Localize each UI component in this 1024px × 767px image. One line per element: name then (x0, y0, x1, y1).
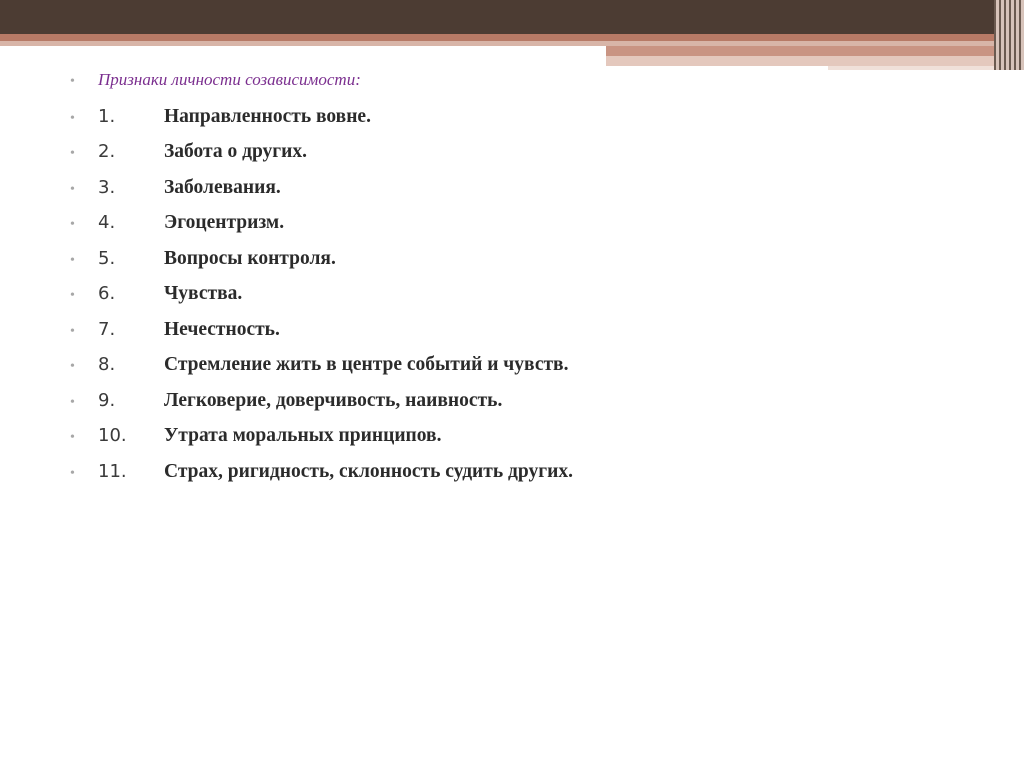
bullet-icon: • (70, 110, 75, 126)
decor-lines (994, 0, 1024, 70)
item-number: 8. (98, 354, 116, 375)
bullet-icon: • (70, 288, 75, 303)
decor-stripe (606, 56, 1024, 66)
list-item (70, 106, 573, 142)
list-item (70, 390, 573, 426)
item-text: Заболевания. (164, 176, 281, 198)
bullet-icon: • (70, 430, 75, 445)
item-text: Легковерие, доверчивость, наивность. (164, 389, 503, 411)
list-heading (70, 70, 573, 106)
bullet-icon: • (70, 181, 75, 197)
item-text: Утрата моральных принципов. (164, 425, 442, 446)
bullet-icon: • (70, 252, 75, 268)
slide-heading: Признаки личности созависимости: (98, 70, 361, 89)
item-text: Страх, ригидность, склонность судить других. (164, 460, 573, 482)
bullet-icon: • (70, 217, 75, 232)
bullet-icon: • (70, 74, 75, 89)
item-text: Чувства. (164, 283, 243, 304)
list-item (70, 461, 573, 497)
bullet-icon: • (70, 323, 75, 339)
bullet-icon: • (70, 146, 75, 161)
item-number: 11. (98, 460, 127, 482)
list-item (70, 319, 573, 355)
item-text: Направленность вовне. (164, 105, 371, 127)
item-number: 5. (98, 247, 116, 269)
bullet-icon: • (70, 465, 75, 481)
list-item (70, 425, 573, 461)
item-text: Эгоцентризм. (164, 212, 285, 233)
item-number: 3. (98, 176, 116, 198)
list-item (70, 283, 573, 319)
item-number: 6. (98, 283, 116, 304)
item-number: 4. (98, 212, 116, 233)
list-item (70, 212, 573, 248)
slide-content-list (70, 70, 573, 496)
decor-stripe (606, 46, 1024, 56)
bullet-icon: • (70, 394, 75, 410)
item-number: 1. (98, 105, 116, 127)
item-number: 9. (98, 389, 116, 411)
bullet-icon: • (70, 359, 75, 374)
list-item (70, 248, 573, 284)
header-bar (0, 0, 1024, 34)
list-item (70, 177, 573, 213)
item-number: 2. (98, 141, 116, 162)
item-text: Вопросы контроля. (164, 247, 336, 269)
decor-stripe (0, 34, 1024, 41)
item-number: 10. (98, 425, 127, 446)
list-item (70, 141, 573, 177)
list-item (70, 354, 573, 390)
item-text: Нечестность. (164, 318, 280, 340)
item-text: Забота о других. (164, 141, 308, 162)
item-text: Стремление жить в центре событий и чувств. (164, 354, 569, 375)
item-number: 7. (98, 318, 116, 340)
